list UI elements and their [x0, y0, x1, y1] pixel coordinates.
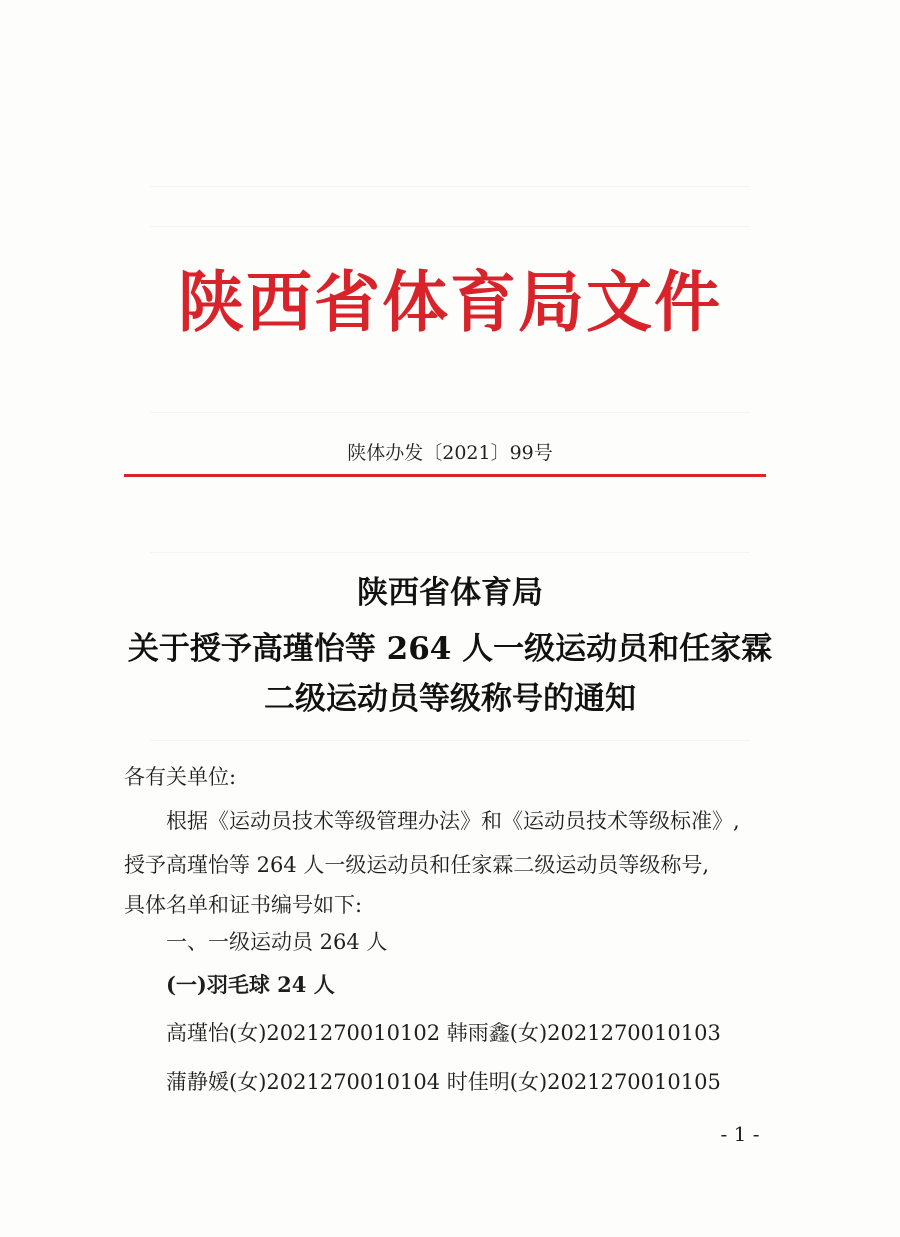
scan-artifact-line	[150, 186, 750, 187]
notice-title-line-3: 二级运动员等级称号的通知	[264, 681, 636, 717]
red-divider-line	[124, 474, 766, 477]
paragraph-line: 根据《运动员技术等级管理办法》和《运动员技术等级标准》,	[166, 809, 740, 833]
scan-artifact-line	[150, 740, 750, 741]
document-number: 陕体办发〔2021〕99号	[347, 442, 553, 464]
subsection-heading: (一)羽毛球 24 人	[166, 972, 335, 997]
paragraph-line: 具体名单和证书编号如下:	[124, 893, 363, 917]
scan-artifact-line	[150, 226, 750, 227]
notice-title-line-1: 陕西省体育局	[357, 575, 543, 611]
salutation: 各有关单位:	[124, 765, 237, 789]
athlete-list-row: 蒲静媛(女)2021270010104 时佳明(女)2021270010105	[166, 1070, 721, 1094]
athlete-list-row: 高瑾怡(女)2021270010102 韩雨鑫(女)2021270010103	[166, 1021, 721, 1045]
scan-artifact-line	[150, 412, 750, 413]
page-number: - 1 -	[720, 1122, 760, 1146]
notice-title-line-2: 关于授予高瑾怡等 264 人一级运动员和任家霖	[127, 631, 773, 667]
document-header-title: 陕西省体育局文件	[178, 264, 722, 341]
paragraph-line: 授予高瑾怡等 264 人一级运动员和任家霖二级运动员等级称号,	[124, 853, 710, 877]
section-heading: 一、一级运动员 264 人	[166, 930, 388, 954]
scan-artifact-line	[150, 552, 750, 553]
